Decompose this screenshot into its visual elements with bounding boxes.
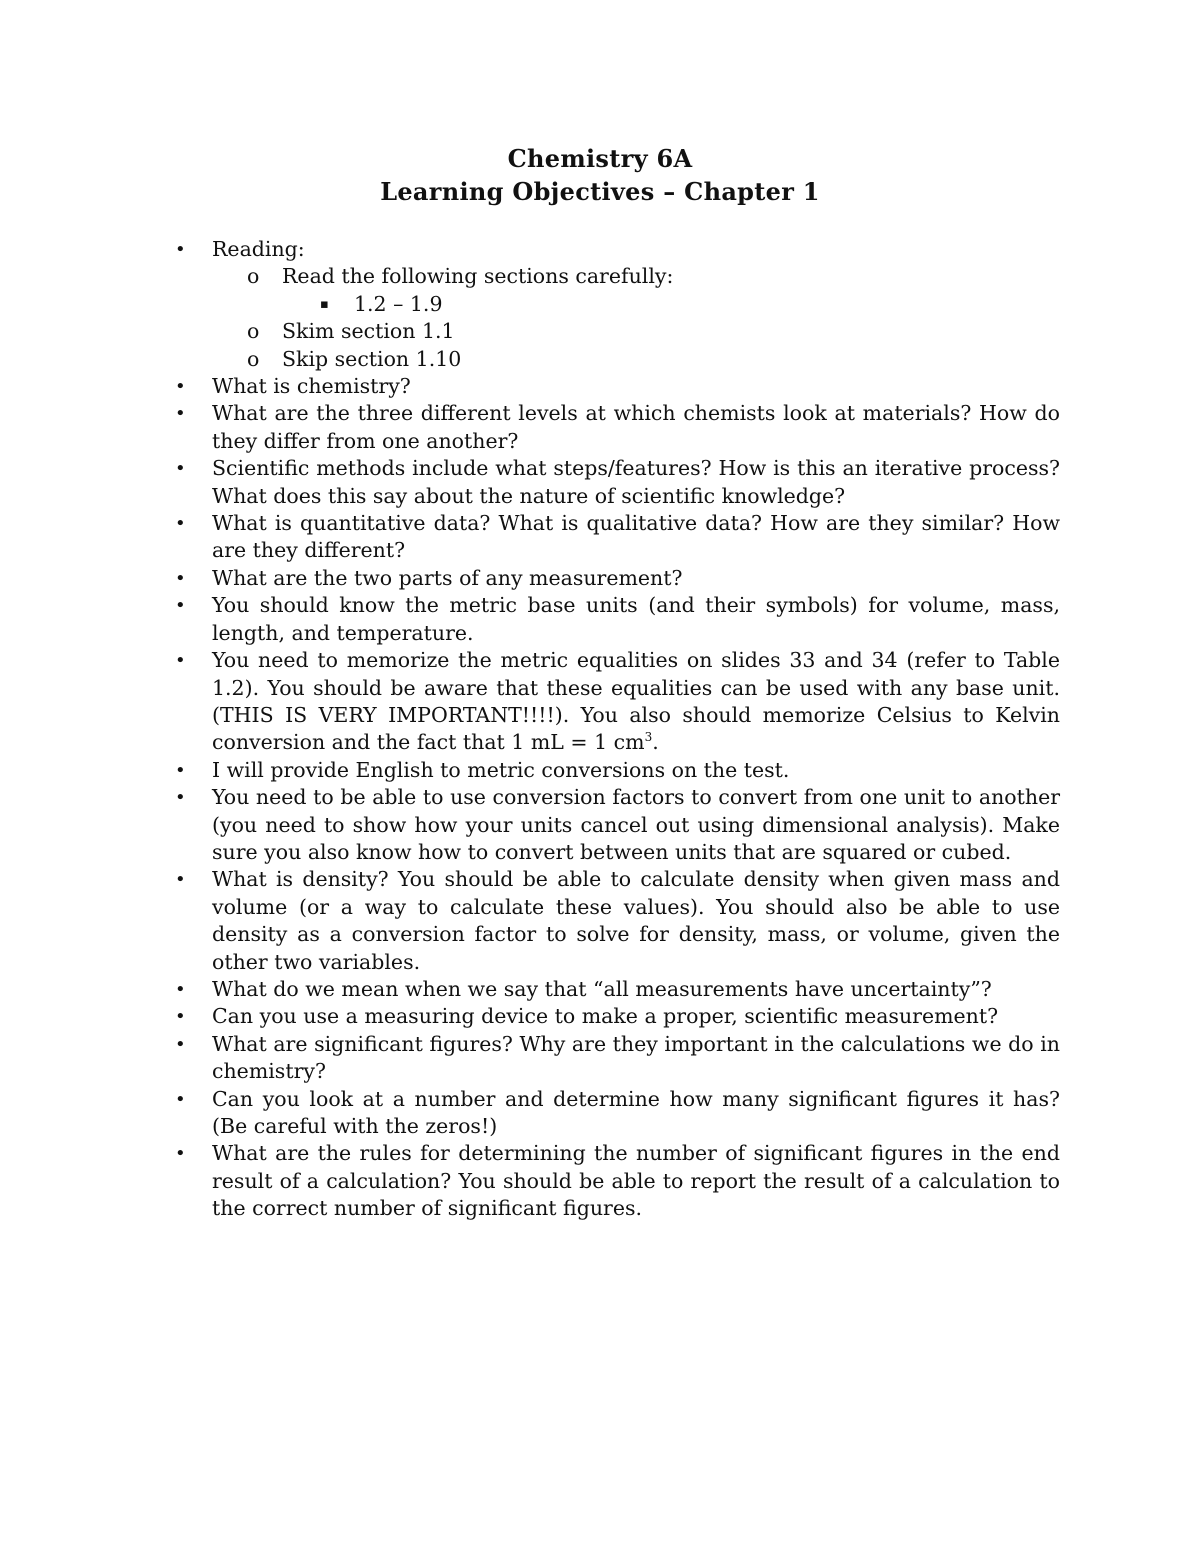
list-item	[172, 373, 1060, 400]
page-title: Chemistry 6A	[507, 144, 693, 173]
sub-item-text: Skip section 1.10	[282, 346, 462, 371]
reading-label: Reading:	[212, 237, 305, 261]
circle-bullet-icon: o	[247, 319, 260, 344]
bullet-icon: •	[175, 595, 186, 617]
bullet-icon: •	[175, 1006, 186, 1028]
superscript-cube: 3	[644, 730, 653, 745]
objective-text: What are the two parts of any measurement?	[212, 565, 683, 590]
bullet-icon: •	[175, 513, 186, 535]
bullet-icon: •	[175, 869, 186, 891]
objective-text: What is chemistry?	[212, 374, 411, 399]
list-item	[172, 1003, 1060, 1030]
page-subtitle: Learning Objectives – Chapter 1	[380, 177, 820, 206]
sub-sub-item-text: 1.2 – 1.9	[354, 291, 443, 316]
list-item	[172, 400, 1060, 455]
bullet-icon: •	[175, 403, 186, 425]
sub-list-item	[172, 318, 1060, 345]
list-item	[172, 455, 1060, 510]
list-item	[172, 1140, 1060, 1222]
bullet-icon: •	[175, 787, 186, 809]
objectives-list	[172, 236, 1060, 1223]
list-item-reading	[172, 236, 1060, 263]
list-item	[172, 1086, 1060, 1141]
trailing-period: .	[652, 730, 659, 755]
objective-text: Can you use a measuring device to make a proper, scientific measurement?	[212, 1004, 999, 1029]
bullet-icon: •	[175, 458, 186, 480]
objective-text: You should know the metric base units (and their symbols) for volume, mass, length, and temperature.	[212, 593, 1060, 645]
bullet-icon: •	[175, 239, 186, 260]
sub-sub-list-item	[172, 291, 1060, 318]
sub-item-text: Read the following sections carefully:	[282, 264, 674, 289]
objective-text: Scientific methods include what steps/features? How is this an iterative process? What does this say about the nature of scientific knowledge?	[212, 456, 1060, 508]
objective-text: What do we mean when we say that “all measurements have uncertainty”?	[212, 976, 992, 1001]
list-item	[172, 1031, 1060, 1086]
list-item	[172, 510, 1060, 565]
list-item	[172, 784, 1060, 866]
bullet-icon: •	[175, 1143, 186, 1165]
bullet-icon: •	[175, 759, 186, 781]
list-item	[172, 647, 1060, 757]
bullet-icon: •	[175, 376, 186, 398]
bullet-icon: •	[175, 650, 186, 672]
bullet-icon: •	[175, 1033, 186, 1055]
list-item	[172, 565, 1060, 592]
circle-bullet-icon: o	[247, 264, 260, 289]
list-item	[172, 592, 1060, 647]
square-bullet-icon: ▪	[320, 296, 329, 312]
sub-item-text: Skim section 1.1	[282, 319, 455, 344]
sub-list-item	[172, 263, 1060, 290]
bullet-icon: •	[175, 978, 186, 1000]
objective-text: Can you look at a number and determine how many significant figures it has? (Be careful with the zeros!)	[212, 1086, 1060, 1138]
objective-text: What is quantitative data? What is qualitative data? How are they similar? How are they different?	[212, 511, 1060, 563]
list-item	[172, 976, 1060, 1003]
objective-text: I will provide English to metric conversions on the test.	[212, 757, 790, 782]
objective-text: What are the rules for determining the number of significant figures in the end result of a calculation? You should be able to report the result of a calculation to the correct number of significant figures.	[212, 1141, 1060, 1221]
objective-text: You need to be able to use conversion factors to convert from one unit to another (you need to show how your units cancel out using dimensional analysis). Make sure you also know how to convert between units that are squared or cubed.	[212, 785, 1060, 864]
list-item	[172, 757, 1060, 784]
objective-text: What is density? You should be able to calculate density when given mass and volume (or a way to calculate these values). You should also be able to use density as a conversion factor to solve for density, mass, or volume, given the other two variables.	[212, 867, 1060, 974]
objective-text: What are the three different levels at which chemists look at materials? How do they differ from one another?	[212, 401, 1060, 453]
list-item	[172, 866, 1060, 976]
objective-text: What are significant figures? Why are they important in the calculations we do in chemistry?	[212, 1031, 1060, 1084]
bullet-icon: •	[175, 567, 186, 589]
sub-list-item	[172, 346, 1060, 373]
bullet-icon: •	[175, 1088, 186, 1110]
title-block	[0, 142, 1200, 208]
objective-text: You need to memorize the metric equalities on slides 33 and 34 (refer to Table 1.2). You should be aware that these equalities can be used with any base unit. (THIS IS VERY IMPORTANT!!!!). You also should memorize Celsius to Kelvin conversion and the fact that 1 mL = 1 cm	[212, 648, 1060, 755]
circle-bullet-icon: o	[247, 346, 260, 371]
